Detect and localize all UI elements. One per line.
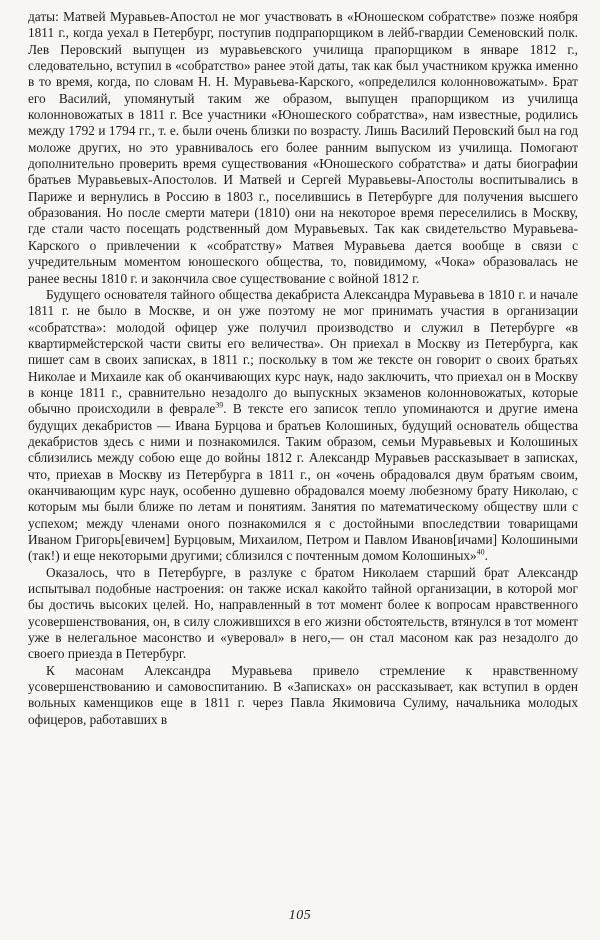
paragraph-2-text-end: .	[484, 548, 488, 564]
page-number: 105	[288, 908, 312, 923]
paragraph-4-text: К масонам Александра Муравьева привело стремление к нравственному усовершенствованию и самовоспитанию. В «Записках» он рассказывает, как вступил в орден вольных каменщиков еще в 1811 г. через Павла Якимовича Сулиму, начальника молодых офицеров, работавших в	[28, 662, 578, 727]
paragraph-2	[28, 287, 578, 565]
footnote-ref-39: 39	[215, 400, 224, 410]
paragraph-2-text-continued: . В тексте его записок тепло упоминаются и другие имена будущих декабристов — Ивана Бурцова и братьев Колошиных, будущий основатель общества декабристов здесь с ними и познакомился. Таким образом, семьи Муравьевых и Колошиных сблизились между собою еще до войны 1812 г. Александр Муравьев рассказывает в записках, что, приехав в Москву из Петербурга в 1811 г., он «очень обрадовался двум братьям своим, оканчивающим курс наук, особенно душевно обрадовался моему любезному брату Николаю, с которым мы были ближе по летам и понятиям. Занятия по математическому обществу шли с успехом; между членами оного познакомился я с достойными впоследствии товарищами Иваном Григорь[евичем] Бурцовым, Михаилом, Петром и Павлом Иванов[ичами] Колошиными (так!) и еще некоторыми другими; сблизился с почтенным домом Колошиных»	[28, 401, 578, 564]
footnote-ref-40: 40	[476, 547, 485, 557]
paragraph-4	[28, 663, 578, 728]
paragraph-1	[28, 9, 578, 287]
paragraph-3	[28, 565, 578, 663]
paragraph-1-text: даты: Матвей Муравьев-Апостол не мог участвовать в «Юношеском собратстве» позже ноября 1811 г., когда уехал в Петербург, поступив подпрапорщиком в лейб-гвардии Семеновский полк. Лев Перовский выпущен из муравьевского училища прапорщиком в январе 1812 г., следовательно, вступил в «собратство» ранее этой даты, так как был участником кружка именно в то время, когда, по словам Н. Н. Муравьева-Карского, «определился колонновожатым». Брат его Василий, упомянутый таким же образом, выпущен прапорщиком из училища колонновожатых в 1811 г. Все участники «Юношеского собратства», нам известные, родились между 1792 и 1794 гг., т. е. были очень близки по возрасту. Лишь Василий Перовский был на год моложе других, но это уравнивалось его более ранним выпуском из училища. Помогают дополнительно проверить время существования «Юношеского собратства» и даты биографии братьев Муравьевых-Апостолов. И Матвей и Сергей Муравьевы-Апостолы воспитывались в Париже и вернулись в Россию в 1803 г., поселившись в Петербурге для получения высшего образования. Но после смерти матери (1810) они на некоторое время переселились в Москву, где стали часто посещать родственный дом Муравьевых. Так как свидетельство Муравьева-Карского о привлечении к «собратству» Матвея Муравьева дается вообще в связи с учредительным моментом юношеского общества, то, повидимому, «Чока» образовалась не ранее весны 1810 г. и закончила свое существование с войной 1812 г.	[28, 9, 578, 286]
paragraph-2-text: Будущего основателя тайного общества декабриста Александра Муравьева в 1810 г. и начале 1811 г. не было в Москве, и он уже поэтому не мог принимать участия в организации «собратства»: молодой офицер уже получил производство и служил в Петербурге «в квартирмейстерской части свиты его величества». Он приехал в Москву из Петербурга, как пишет сам в своих записках, в 1811 г.; поскольку в том же тексте он говорит о своих братьях Николае и Михаиле как об оканчивающих курс наук, надо заключить, что приехал он в Москву в конце 1811 г., сравнительно незадолго до выпускных экзаменов колонновожатых, которые обычно происходили в феврале	[28, 286, 578, 417]
paragraph-3-text: Оказалось, что в Петербурге, в разлуке с братом Николаем старший брат Александр испытывал подобные настроения: он также искал какойто тайной организации, в которой мог бы достичь высоких целей. Но, направленный в тот момент более к вопросам нравственного усовершенствования, он, в силу сложившихся в его жизни обстоятельств, втянулся в тот момент уже в нелегальное масонство и «уверовал» в него,— он стал масоном как раз незадолго до своего приезда в Петербург.	[28, 564, 578, 662]
